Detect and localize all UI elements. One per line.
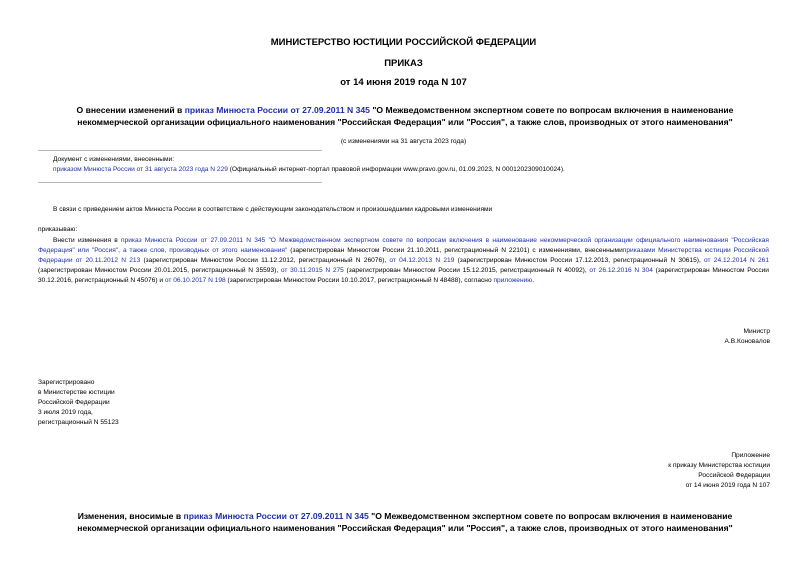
- body-link-order-213[interactable]: приказами Министерства юстиции Российской Федерации от 20.11.2012 N 213: [38, 247, 769, 264]
- title-order-link[interactable]: приказ Минюста России от 27.09.2011 N 345: [184, 105, 370, 115]
- appendix-line: Приложение: [731, 452, 770, 459]
- appendix-line: к приказу Министерства юстиции: [668, 462, 770, 469]
- document-title: [40, 104, 770, 128]
- appendix-block: [668, 451, 770, 491]
- signature-block: [725, 327, 770, 347]
- body-link-order-198[interactable]: от 06.10.2017 N 198: [164, 277, 226, 284]
- changes-box: [53, 155, 793, 175]
- appendix-title-order-link[interactable]: приказ Минюста России от 27.09.2011 N 345: [183, 511, 369, 521]
- body-text-3: (зарегистрирован Минюстом России 11.12.2012, регистрационный N 26076),: [140, 257, 390, 264]
- registration-line: Российской Федерации: [38, 399, 110, 406]
- appendix-line: Российской Федерации: [698, 472, 770, 479]
- registration-line: регистрационный N 55123: [38, 419, 119, 426]
- body-text-1: Внести изменения в: [53, 237, 122, 244]
- body-link-order-261[interactable]: от 24.12.2014 N 261: [704, 257, 769, 264]
- appendix-title-prefix: Изменения, вносимые в: [77, 511, 184, 521]
- title-line2: некоммерческой организации официального наименования "Российская Федерация" или "Россия", а также слов, производных от этого наименования": [77, 117, 733, 127]
- document-type: ПРИКАЗ: [384, 58, 423, 69]
- appendix-title-line2: некоммерческой организации официального наименования "Российская Федерация" или "Россия", а также слов, производных от этого наименования": [77, 523, 733, 533]
- body-link-order-345[interactable]: приказ Минюста России от 27.09.2011 N 345 "О Межведомственном экспертном совете по вопросам включения в наименование некоммерческой организации официального наименования "Российская Федерация" или "Россия", а также слов, производных от этого наименования": [38, 237, 769, 254]
- registration-line: Зарегистрировано: [38, 379, 95, 386]
- body-link-appendix[interactable]: приложению: [493, 277, 533, 284]
- divider-bottom: [38, 182, 322, 183]
- registration-block: [38, 378, 119, 428]
- order-body: [38, 236, 769, 286]
- revision-note: (с изменениями на 31 августа 2023 года): [340, 138, 467, 145]
- body-text-9: .: [532, 277, 535, 284]
- ministry-heading: МИНИСТЕРСТВО ЮСТИЦИИ РОССИЙСКОЙ ФЕДЕРАЦИИ: [270, 37, 537, 48]
- appendix-line: от 14 июня 2019 года N 107: [685, 482, 770, 489]
- appendix-title-line1-rest: "О Межведомственном экспертном совете по вопросам включения в наименование: [368, 511, 733, 521]
- order-word: приказываю:: [38, 226, 78, 233]
- changes-order-link[interactable]: приказом Минюста России от 31 августа 2023 года N 229: [53, 166, 228, 173]
- body-link-order-219[interactable]: от 04.12.2013 N 219: [389, 257, 455, 264]
- body-text-8: (зарегистрирован Минюстом России 10.10.2017, регистрационный N 48488), согласно: [225, 277, 494, 284]
- title-line1-rest: "О Межведомственном экспертном совете по вопросам включения в наименование: [369, 105, 734, 115]
- body-text-5: (зарегистрирован Минюстом России 20.01.2015, регистрационный N 35593),: [38, 267, 281, 274]
- appendix-title: [40, 510, 770, 534]
- registration-line: в Министерстве юстиции: [38, 389, 115, 396]
- title-prefix: О внесении изменений в: [76, 105, 185, 115]
- body-text-6: (зарегистрирован Минюстом России 15.12.2015, регистрационный N 40092),: [343, 267, 590, 274]
- registration-line: 3 июля 2019 года,: [38, 409, 93, 416]
- signature-name: А.В.Коновалов: [724, 338, 770, 345]
- body-link-order-275[interactable]: от 30.11.2015 N 275: [280, 267, 344, 274]
- divider-top: [38, 150, 322, 151]
- changes-intro: Документ с изменениями, внесенными:: [53, 156, 175, 163]
- body-text-7: (зарегистрирован Минюстом России 30.12.2016, регистрационный N 45076) и: [38, 267, 769, 284]
- signature-position: Министр: [743, 328, 770, 335]
- body-text-4: (зарегистрирован Минюстом России 17.12.2013, регистрационный N 30615),: [454, 257, 705, 264]
- document-date-number: от 14 июня 2019 года N 107: [340, 77, 467, 88]
- changes-source: (Официальный интернет-портал правовой информации www.pravo.gov.ru, 01.09.2023, N 0001202309010024).: [227, 166, 565, 173]
- body-link-order-304[interactable]: от 26.12.2016 N 304: [589, 267, 653, 274]
- body-text-2: (зарегистрирован Минюстом России 21.10.2011, регистрационный N 22101) с изменениями, внесенными: [287, 247, 623, 254]
- preamble: В связи с приведением актов Минюста России в соответствие с действующим законодательством и произошедшими кадровыми изменениями: [53, 206, 493, 213]
